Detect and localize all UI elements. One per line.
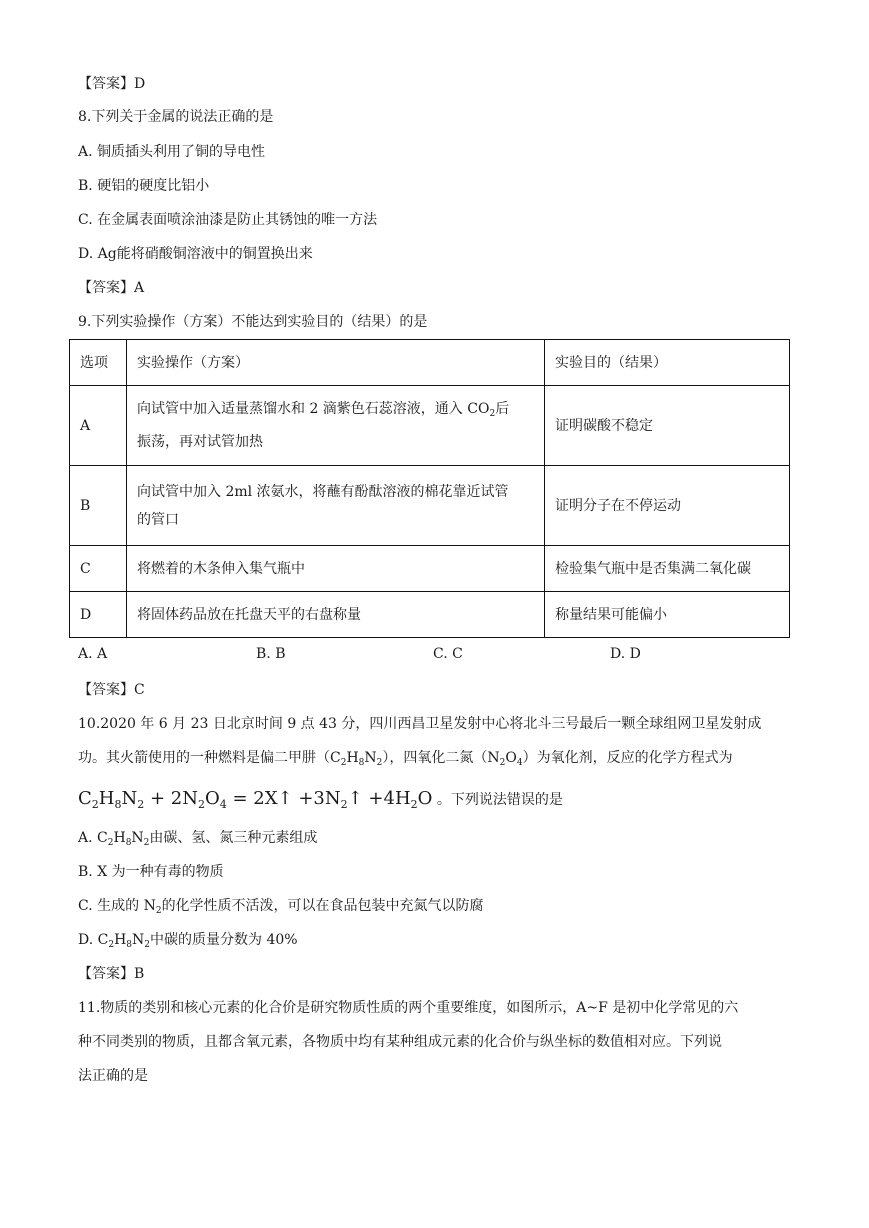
q10-answer: 【答案】B — [78, 966, 145, 982]
table-row — [70, 466, 790, 546]
q9-choice-b: B. B — [256, 646, 286, 662]
q10-option-b: B. X 为一种有毒的物质 — [78, 864, 224, 880]
q8-stem: 8.下列关于金属的说法正确的是 — [78, 109, 274, 125]
table-header-row — [70, 340, 790, 386]
q8-option-c: C. 在金属表面喷涂油漆是防止其锈蚀的唯一方法 — [78, 212, 378, 228]
q8-option-b: B. 硬铝的硬度比铝小 — [78, 178, 210, 194]
header-option: 选项 — [70, 340, 127, 386]
table-row — [70, 546, 790, 592]
q9-answer: 【答案】C — [78, 682, 145, 698]
q8-answer: 【答案】A — [78, 280, 145, 296]
row-operation: 将燃着的木条伸入集气瓶中 — [127, 546, 545, 592]
q9-choice-a: A. A — [78, 646, 108, 662]
q8-option-a: A. 铜质插头利用了铜的导电性 — [78, 144, 266, 160]
q11-line3: 法正确的是 — [78, 1068, 148, 1084]
q9-choice-c: C. C — [433, 646, 463, 662]
row-option: B — [70, 466, 127, 546]
q9-choice-d: D. D — [610, 646, 641, 662]
q11-line2: 种不同类别的物质，且都含氧元素，各物质中均有某种组成元素的化合价与纵坐标的数值相对应。下列说 — [78, 1034, 722, 1050]
q10-equation: $C_2H_8N_2 + 2N_2O_4$ = 2X↑ $+3N_2↑ +4H_2O$ 。下列说法错误的是 — [78, 788, 563, 811]
row-operation: 向试管中加入 2ml 浓氨水，将蘸有酚酞溶液的棉花靠近试管 的管口 — [127, 466, 545, 546]
q8-option-d: D. Ag能将硝酸铜溶液中的铜置换出来 — [78, 246, 313, 262]
q10-option-c: C. 生成的 $N_2$的化学性质不活泼，可以在食品包装中充氮气以防腐 — [78, 898, 484, 916]
q9-table — [69, 339, 790, 638]
row-goal: 称量结果可能偏小 — [545, 592, 790, 638]
row-option: C — [70, 546, 127, 592]
row-goal: 证明分子在不停运动 — [545, 466, 790, 546]
q10-line2: 功。其火箭使用的一种燃料是偏二甲肼$(C_2H_8N_2)$，四氧化二氮$(N_2O_4)$为氧化剂，反应的化学方程式为 — [78, 750, 733, 768]
row-goal: 证明碳酸不稳定 — [545, 386, 790, 466]
row-option: A — [70, 386, 127, 466]
q10-option-d: D. $C_2H_8N_2$中碳的质量分数为 40% — [78, 932, 298, 950]
q10-option-a: A. $C_2H_8N_2$由碳、氢、氮三种元素组成 — [78, 830, 318, 848]
table-row — [70, 592, 790, 638]
row-operation: 向试管中加入适量蒸馏水和 2 滴紫色石蕊溶液，通入 $CO_2$后 振荡，再对试管加热 — [127, 386, 545, 466]
q7-answer: 【答案】D — [78, 76, 146, 92]
table-row — [70, 386, 790, 466]
q11-line1: 11.物质的类别和核心元素的化合价是研究物质性质的两个重要维度，如图所示，A~F 是初中化学常见的六 — [78, 1000, 739, 1016]
row-operation: 将固体药品放在托盘天平的右盘称量 — [127, 592, 545, 638]
q10-line1: 10.2020 年 6 月 23 日北京时间 9 点 43 分，四川西昌卫星发射中心将北斗三号最后一颗全球组网卫星发射成 — [78, 716, 762, 732]
header-operation: 实验操作（方案） — [127, 340, 545, 386]
row-goal: 检验集气瓶中是否集满二氧化碳 — [545, 546, 790, 592]
row-option: D — [70, 592, 127, 638]
q9-stem: 9.下列实验操作（方案）不能达到实验目的（结果）的是 — [78, 314, 428, 330]
header-goal: 实验目的（结果） — [545, 340, 790, 386]
